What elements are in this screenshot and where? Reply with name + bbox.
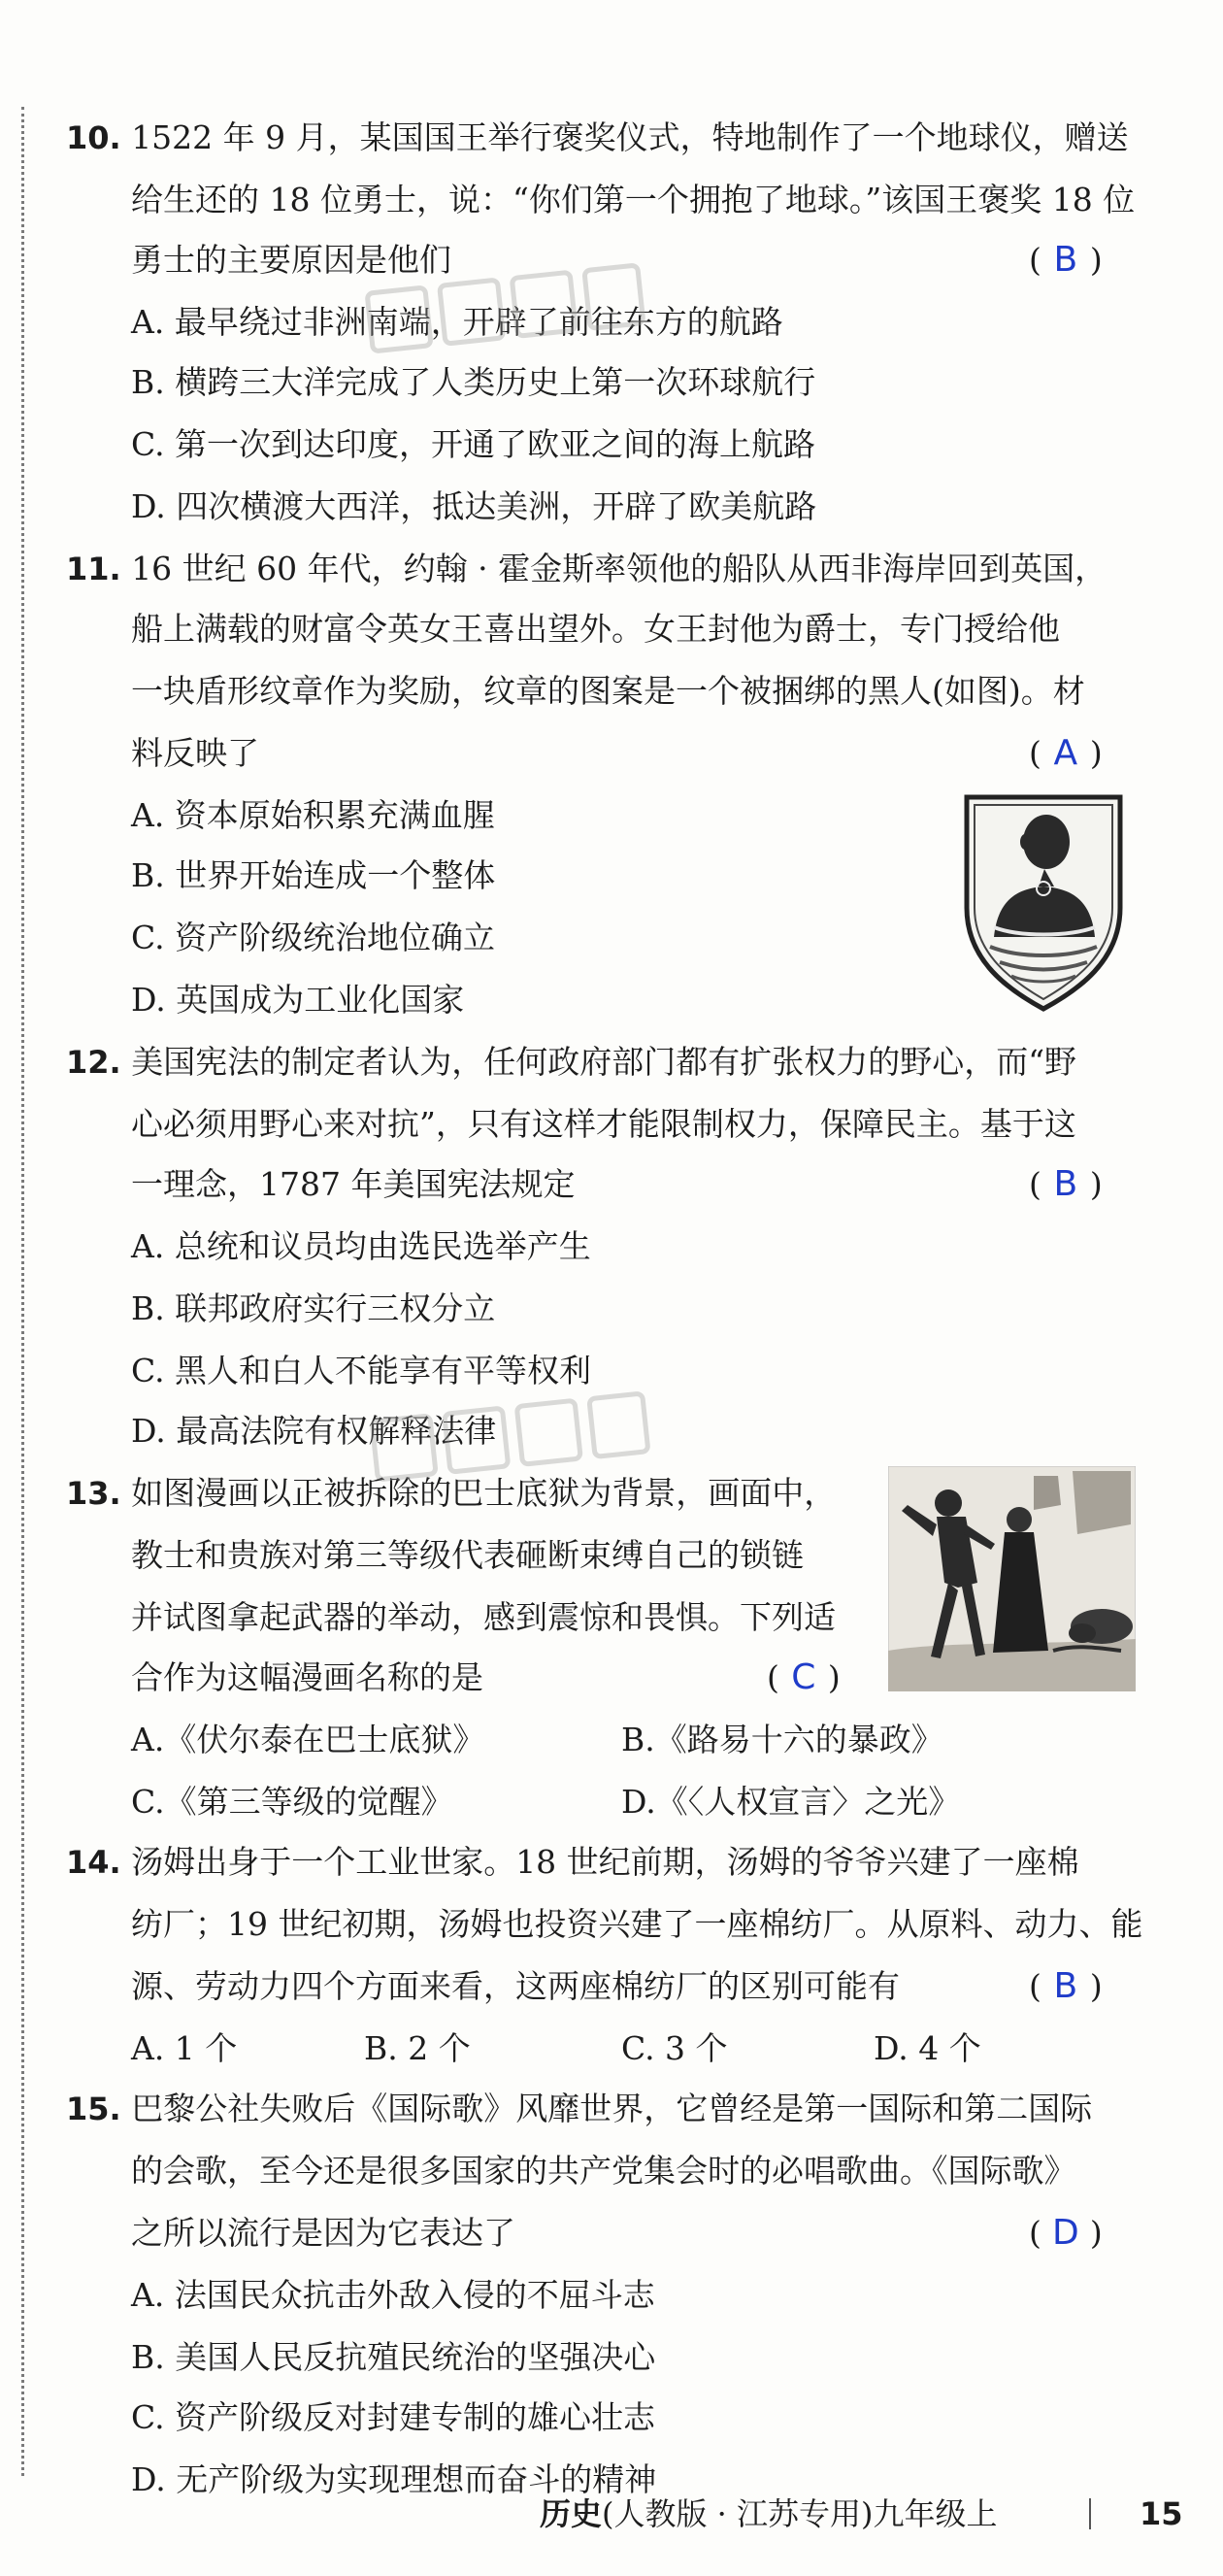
- q14-stem-1: 汤姆出身于一个工业世家。18 世纪前期，汤姆的爷爷兴建了一座棉: [131, 1843, 1079, 1881]
- q12-option-c: C. 黑人和白人不能享有平等权利: [131, 1352, 592, 1389]
- q12-option-b: B. 联邦政府实行三权分立: [131, 1289, 496, 1327]
- page-footer: [540, 2489, 1200, 2539]
- bastille-cartoon-figure: [888, 1466, 1136, 1691]
- q10-stem-1: 1522 年 9 月，某国国王举行褒奖仪式，特地制作了一个地球仪，赠送: [131, 118, 1129, 156]
- q12-stem-3: 一理念，1787 年美国宪法规定: [131, 1165, 576, 1203]
- q14-number: 14.: [66, 1844, 121, 1881]
- q14-stem-2: 纺厂；19 世纪初期，汤姆也投资兴建了一座棉纺厂。从原料、动力、能: [131, 1905, 1143, 1943]
- q14-option-b: B. 2 个: [364, 2029, 471, 2067]
- q15-option-d: D. 无产阶级为实现理想而奋斗的精神: [131, 2460, 657, 2498]
- q11-number: 11.: [66, 551, 121, 587]
- q12-number: 12.: [66, 1044, 121, 1081]
- q13-stem-1: 如图漫画以正被拆除的巴士底狱为背景，画面中，: [131, 1474, 837, 1512]
- page-number: 15: [1140, 2495, 1183, 2532]
- q10-option-d: D. 四次横渡大西洋，抵达美洲，开辟了欧美航路: [131, 487, 817, 525]
- q12-line-1: [66, 1041, 1076, 1084]
- q13-number: 13.: [66, 1475, 121, 1512]
- q14-option-a: A. 1 个: [131, 2029, 238, 2067]
- q10-number: 10.: [66, 119, 121, 156]
- q12-answer: B: [1053, 1164, 1078, 1204]
- q11-answer-bracket: ( A ): [1029, 733, 1103, 773]
- footer-subject: 历史: [540, 2495, 603, 2532]
- q13-option-b: B.《路易十六的暴政》: [621, 1721, 943, 1758]
- q15-option-b: B. 美国人民反抗殖民统治的坚强决心: [131, 2338, 656, 2376]
- q12-stem-1: 美国宪法的制定者认为，任何政府部门都有扩张权力的野心，而“野: [131, 1043, 1077, 1081]
- q15-answer: D: [1052, 2213, 1079, 2253]
- q14-answer-bracket: ( B ): [1029, 1966, 1103, 2006]
- q10-line-1: [66, 117, 1129, 159]
- q13-answer-bracket: ( C ): [767, 1657, 841, 1697]
- watermark-stamp-1: [349, 251, 650, 357]
- q13-stem-3: 并试图拿起武器的举动，感到震惊和畏惧。下列适: [131, 1598, 836, 1636]
- footer-separator: [1089, 2498, 1091, 2529]
- q10-answer-bracket: ( B ): [1029, 240, 1103, 280]
- q13-option-d: D.《〈人权宣言〉之光》: [621, 1783, 961, 1821]
- q12-answer-bracket: ( B ): [1029, 1164, 1103, 1204]
- q11-answer: A: [1053, 733, 1078, 773]
- q13-option-a: A.《伏尔泰在巴士底狱》: [131, 1721, 485, 1758]
- q15-number: 15.: [66, 2091, 121, 2127]
- q15-line-1: [66, 2088, 1092, 2130]
- q15-option-a: A. 法国民众抗击外敌入侵的不屈斗志: [131, 2276, 655, 2314]
- q14-option-c: C. 3 个: [621, 2029, 728, 2067]
- q14-line-1: [66, 1841, 1079, 1884]
- shield-crest-figure: [961, 791, 1126, 1015]
- q12-option-a: A. 总统和议员均由选民选举产生: [131, 1227, 591, 1265]
- q12-option-d: D. 最高法院有权解释法律: [131, 1412, 497, 1450]
- q15-answer-bracket: ( D ): [1029, 2213, 1103, 2253]
- q15-option-c: C. 资产阶级反对封建专制的雄心壮志: [131, 2398, 656, 2436]
- q11-line-1: [66, 548, 1107, 590]
- q13-stem-2: 教士和贵族对第三等级代表砸断束缚自己的锁链: [131, 1536, 804, 1574]
- footer-edition: (人教版 · 江苏专用)九年级上: [602, 2495, 998, 2532]
- q11-stem-3: 一块盾形纹章作为奖励，纹章的图案是一个被捆绑的黑人(如图)。材: [131, 672, 1085, 710]
- q11-stem-1: 16 世纪 60 年代，约翰 · 霍金斯率领他的船队从西非海岸回到英国，: [131, 550, 1107, 587]
- q13-option-c: C.《第三等级的觉醒》: [131, 1783, 453, 1821]
- q11-option-c: C. 资产阶级统治地位确立: [131, 919, 496, 956]
- q10-stem-2: 给生还的 18 位勇士，说：“你们第一个拥抱了地球。”该国王褒奖 18 位: [131, 181, 1136, 218]
- q15-stem-1: 巴黎公社失败后《国际歌》风靡世界，它曾经是第一国际和第二国际: [131, 2090, 1093, 2127]
- q14-answer: B: [1053, 1966, 1078, 2006]
- q10-option-b: B. 横跨三大洋完成了人类历史上第一次环球航行: [131, 363, 816, 401]
- q11-stem-2: 船上满载的财富令英女王喜出望外。女王封他为爵士，专门授给他: [131, 610, 1060, 648]
- q13-answer: C: [791, 1657, 816, 1697]
- q10-stem-3: 勇士的主要原因是他们: [131, 241, 451, 279]
- q11-stem-4: 料反映了: [131, 734, 259, 772]
- watermark-stamp-2: [354, 1379, 655, 1486]
- q10-option-a: A. 最早绕过非洲南端，开辟了前往东方的航路: [131, 303, 783, 341]
- q11-option-b: B. 世界开始连成一个整体: [131, 856, 496, 894]
- q14-option-d: D. 4 个: [874, 2029, 981, 2067]
- q11-option-a: A. 资本原始积累充满血腥: [131, 796, 495, 834]
- q13-stem-4: 合作为这幅漫画名称的是: [131, 1658, 483, 1696]
- q10-option-c: C. 第一次到达印度，开通了欧亚之间的海上航路: [131, 425, 816, 463]
- q15-stem-2: 的会歌，至今还是很多国家的共产党集会时的必唱歌曲。《国际歌》: [131, 2152, 1076, 2190]
- q15-stem-3: 之所以流行是因为它表达了: [131, 2214, 515, 2252]
- q11-option-d: D. 英国成为工业化国家: [131, 981, 465, 1019]
- q14-stem-3: 源、劳动力四个方面来看，这两座棉纺厂的区别可能有: [131, 1967, 900, 2005]
- q10-answer: B: [1053, 240, 1078, 280]
- q12-stem-2: 心必须用野心来对抗”，只有这样才能限制权力，保障民主。基于这: [131, 1105, 1076, 1143]
